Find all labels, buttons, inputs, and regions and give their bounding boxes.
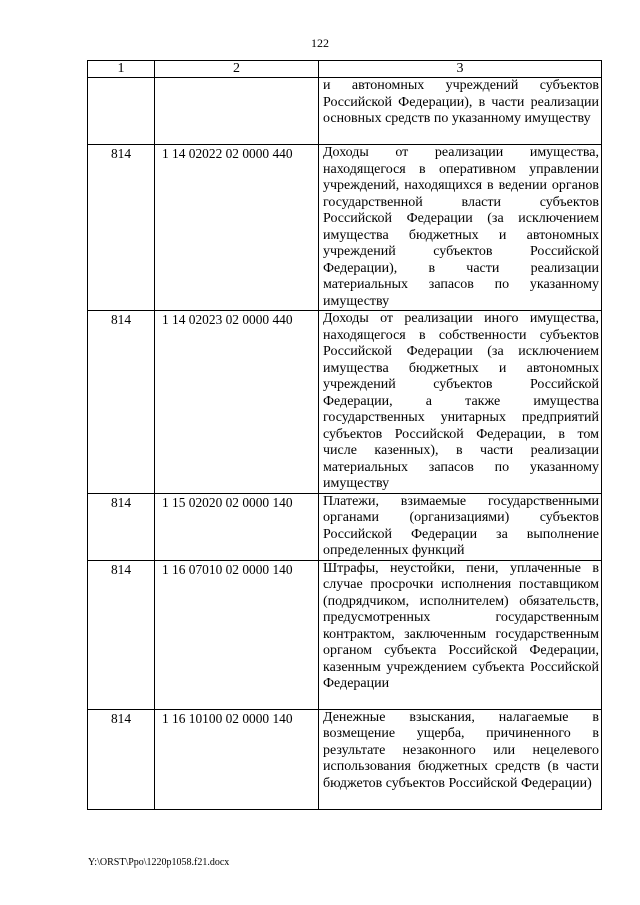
table-header-row: [88, 61, 602, 78]
column-header-1: 1: [88, 61, 155, 78]
revenue-codes-table: [87, 60, 602, 810]
description-cell: Доходы от реализации иного имущества, находящегося в собственности субъектов Российской Федерации (за исключением имущества бюджетных и автономных учреждений субъектов Российской Федерации, а также имущества государственных унитарных предприятий субъектов Российской Федерации, в том числе казенных), в части реализации материальных запасов по указанному имуществу: [319, 311, 602, 494]
description-cell: Штрафы, неустойки, пени, уплаченные в случае просрочки исполнения поставщиком (подрядчиком, исполнителем) обязательств, предусмотренных государственным контрактом, заключенным государственным органом субъекта Российской Федерации, казенным учреждением субъекта Российской Федерации: [319, 560, 602, 709]
admin-code-cell: 814: [88, 493, 155, 560]
page-number: 122: [311, 36, 329, 50]
table-row: [88, 709, 602, 809]
budget-code-cell: 1 16 10100 02 0000 140: [155, 709, 319, 809]
budget-code-cell: 1 14 02022 02 0000 440: [155, 145, 319, 311]
admin-code-cell: 814: [88, 311, 155, 494]
budget-code-cell: 1 16 07010 02 0000 140: [155, 560, 319, 709]
admin-code-cell: [88, 78, 155, 145]
file-path-footer: Y:\ORST\Ppo\1220p1058.f21.docx: [88, 857, 230, 868]
admin-code-cell: 814: [88, 709, 155, 809]
description-cell: Денежные взыскания, налагаемые в возмещение ущерба, причиненного в результате незаконного или нецелевого использования бюджетных средств (в части бюджетов субъектов Российской Федерации): [319, 709, 602, 809]
table-row: [88, 145, 602, 311]
admin-code-cell: 814: [88, 145, 155, 311]
budget-code-cell: 1 15 02020 02 0000 140: [155, 493, 319, 560]
column-header-3: 3: [319, 61, 602, 78]
description-cell: и автономных учреждений субъектов Российской Федерации), в части реализации основных средств по указанному имуществу: [319, 78, 602, 145]
description-cell: Платежи, взимаемые государственными органами (организациями) субъектов Российской Федерации за выполнение определенных функций: [319, 493, 602, 560]
budget-code-cell: [155, 78, 319, 145]
table-row: [88, 78, 602, 145]
table-row: [88, 560, 602, 709]
table-row: [88, 493, 602, 560]
column-header-2: 2: [155, 61, 319, 78]
table-row: [88, 311, 602, 494]
description-cell: Доходы от реализации имущества, находящегося в оперативном управлении учреждений, находящихся в ведении органов государственной власти субъектов Российской Федерации (за исключением имущества бюджетных и автономных учреждений субъектов Российской Федерации), в части реализации материальных запасов по указанному имуществу: [319, 145, 602, 311]
admin-code-cell: 814: [88, 560, 155, 709]
budget-code-cell: 1 14 02023 02 0000 440: [155, 311, 319, 494]
